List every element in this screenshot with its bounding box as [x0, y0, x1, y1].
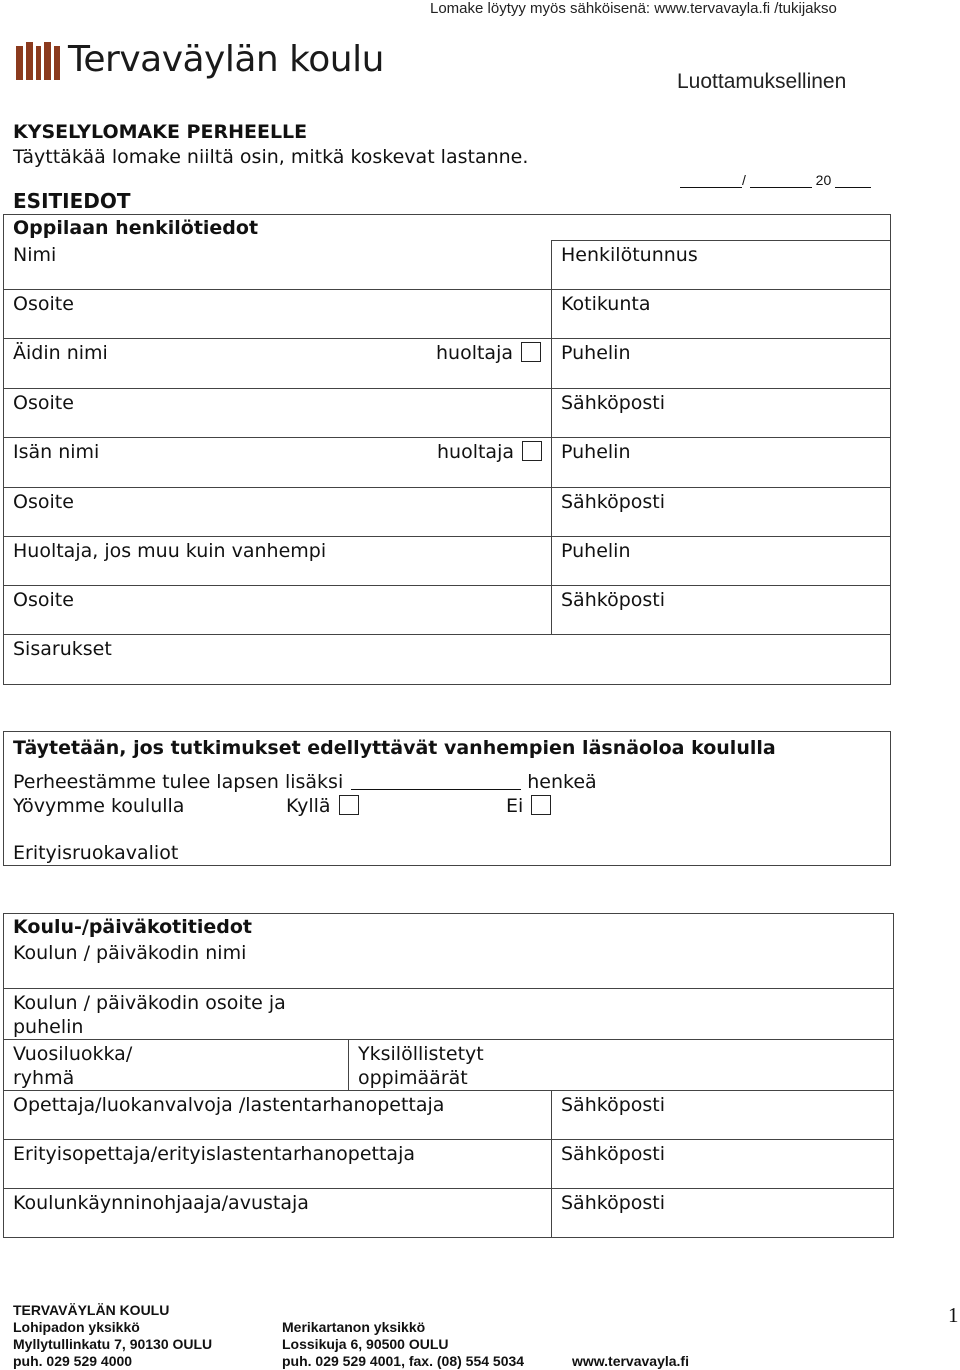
municipality-label: Kotikunta: [561, 293, 651, 315]
footer-org-name: TERVAVÄYLÄN KOULU: [13, 1302, 170, 1318]
overnight-no-option: [506, 794, 551, 818]
school-address-label: Koulun / päiväkodin osoite ja: [13, 991, 286, 1014]
mother-name-field[interactable]: [4, 339, 552, 389]
special-teacher-field[interactable]: [4, 1139, 552, 1188]
online-form-note: Lomake löytyy myös sähköisenä: www.tervavayla.fi /tukijakso: [430, 0, 837, 17]
footer-unit2-address: Lossikuja 6, 90500 OULU: [282, 1336, 449, 1352]
school-logo: [16, 38, 384, 82]
father-guardian-label: huoltaja: [437, 441, 515, 463]
footer-unit1: [13, 1302, 212, 1370]
footer-unit1-name: Lohipadon yksikkö: [13, 1319, 140, 1335]
father-name-label: Isän nimi: [13, 441, 100, 463]
group-label: ryhmä: [13, 1066, 75, 1089]
student-info-subheading: Oppilaan henkilötiedot: [4, 215, 891, 241]
family-count-row: [13, 770, 890, 794]
father-address-field[interactable]: [4, 488, 552, 537]
address-label: Osoite: [13, 293, 74, 315]
overnight-yes-option: [286, 794, 359, 818]
mother-phone-field[interactable]: [552, 339, 891, 389]
date-month-blank[interactable]: [750, 174, 812, 188]
date-year-blank[interactable]: [835, 174, 871, 188]
teacher-label: Opettaja/luokanvalvoja /lastentarhanopettaja: [13, 1093, 445, 1116]
assistant-email-label: Sähköposti: [561, 1191, 666, 1214]
logo-mark-icon: [16, 42, 62, 82]
school-info-table: [3, 913, 894, 1238]
father-phone-label: Puhelin: [561, 441, 631, 463]
father-guardian-option: [437, 440, 542, 464]
assistant-label: Koulunkäynninohjaaja/avustaja: [13, 1191, 309, 1214]
diet-label: Erityisruokavaliot: [13, 842, 179, 864]
municipality-field[interactable]: [552, 290, 891, 339]
ssn-label: Henkilötunnus: [561, 244, 698, 266]
esitiedot-heading: ESITIEDOT: [13, 189, 131, 213]
father-name-field[interactable]: [4, 438, 552, 488]
overnight-no-label: Ei: [506, 795, 524, 817]
footer-unit2-phone: puh. 029 529 4001, fax. (08) 554 5034: [282, 1353, 525, 1369]
siblings-field[interactable]: [4, 635, 891, 685]
father-email-label: Sähköposti: [561, 491, 666, 513]
mother-address-field[interactable]: [4, 389, 552, 438]
school-address-field[interactable]: [4, 988, 894, 1039]
school-name-label: Koulun / päiväkodin nimi: [13, 942, 247, 964]
father-guardian-checkbox[interactable]: [522, 441, 542, 461]
name-field[interactable]: [4, 241, 552, 290]
family-count-suffix: henkeä: [527, 771, 597, 793]
other-guardian-address-field[interactable]: [4, 586, 552, 635]
other-guardian-label: Huoltaja, jos muu kuin vanhempi: [13, 540, 327, 562]
individual-syllabus-field[interactable]: [349, 1039, 894, 1090]
name-label: Nimi: [13, 243, 57, 266]
date-day-blank[interactable]: [680, 174, 742, 188]
mother-phone-label: Puhelin: [561, 342, 631, 364]
diet-field[interactable]: [13, 841, 890, 865]
footer-unit2: [282, 1319, 524, 1370]
family-count-label: Perheestämme tulee lapsen lisäksi: [13, 771, 344, 793]
form-instruction: Täyttäkää lomake niiltä osin, mitkä koskevat lastanne.: [13, 146, 529, 168]
ssn-field[interactable]: [552, 241, 891, 290]
other-guardian-address-label: Osoite: [13, 589, 74, 611]
mother-email-label: Sähköposti: [561, 392, 666, 414]
father-address-label: Osoite: [13, 491, 74, 513]
grade-field[interactable]: [4, 1039, 349, 1090]
mother-guardian-option: [436, 341, 541, 365]
overnight-yes-checkbox[interactable]: [339, 795, 359, 815]
other-guardian-field[interactable]: [4, 537, 552, 586]
confidential-label: Luottamuksellinen: [677, 70, 847, 93]
school-info-heading: Koulu-/päiväkotitiedot: [4, 914, 894, 940]
footer-website[interactable]: www.tervavayla.fi: [572, 1353, 689, 1369]
other-guardian-email-field[interactable]: [552, 586, 891, 635]
attendance-heading: Täytetään, jos tutkimukset edellyttävät vanhempien läsnäoloa koululla: [13, 737, 776, 759]
footer-unit2-name: Merikartanon yksikkö: [282, 1319, 426, 1335]
mother-name-label: Äidin nimi: [13, 342, 108, 364]
other-guardian-phone-field[interactable]: [552, 537, 891, 586]
siblings-label: Sisarukset: [13, 638, 112, 660]
special-teacher-label: Erityisopettaja/erityislastentarhanopettaja: [13, 1142, 415, 1165]
attendance-table: [3, 731, 891, 866]
student-info-table: [3, 214, 891, 685]
address-field[interactable]: [4, 290, 552, 339]
individual-syllabus-label: Yksilöllistetyt: [358, 1042, 484, 1065]
mother-guardian-checkbox[interactable]: [521, 342, 541, 362]
special-teacher-email-label: Sähköposti: [561, 1142, 666, 1165]
other-guardian-email-label: Sähköposti: [561, 589, 666, 611]
other-guardian-phone-label: Puhelin: [561, 540, 631, 562]
footer-unit1-phone: puh. 029 529 4000: [13, 1353, 133, 1369]
teacher-email-field[interactable]: [552, 1090, 894, 1139]
mother-email-field[interactable]: [552, 389, 891, 438]
school-phone-label: puhelin: [13, 1015, 84, 1038]
family-count-blank[interactable]: [351, 772, 521, 790]
mother-address-label: Osoite: [13, 392, 74, 414]
logo-text: Tervaväylän koulu: [68, 39, 384, 80]
date-year-prefix: 20: [815, 172, 832, 188]
teacher-email-label: Sähköposti: [561, 1093, 666, 1116]
assistant-email-field[interactable]: [552, 1188, 894, 1237]
form-title: KYSELYLOMAKE PERHEELLE: [13, 121, 308, 143]
grade-label: Vuosiluokka/: [13, 1042, 133, 1065]
teacher-field[interactable]: [4, 1090, 552, 1139]
overnight-label: Yövymme koululla: [13, 795, 185, 817]
father-phone-field[interactable]: [552, 438, 891, 488]
father-email-field[interactable]: [552, 488, 891, 537]
assistant-field[interactable]: [4, 1188, 552, 1237]
school-name-field[interactable]: [4, 939, 894, 988]
page-number: 1: [948, 1303, 959, 1327]
special-teacher-email-field[interactable]: [552, 1139, 894, 1188]
date-field[interactable]: [680, 172, 871, 188]
footer-unit1-address: Myllytullinkatu 7, 90130 OULU: [13, 1336, 213, 1352]
overnight-no-checkbox[interactable]: [531, 795, 551, 815]
attendance-box: [4, 732, 891, 866]
individual-syllabus-label-2: oppimäärät: [358, 1066, 468, 1089]
mother-guardian-label: huoltaja: [436, 342, 514, 364]
overnight-yes-label: Kyllä: [286, 795, 331, 817]
overnight-row: [13, 794, 890, 820]
date-separator: /: [742, 172, 746, 188]
